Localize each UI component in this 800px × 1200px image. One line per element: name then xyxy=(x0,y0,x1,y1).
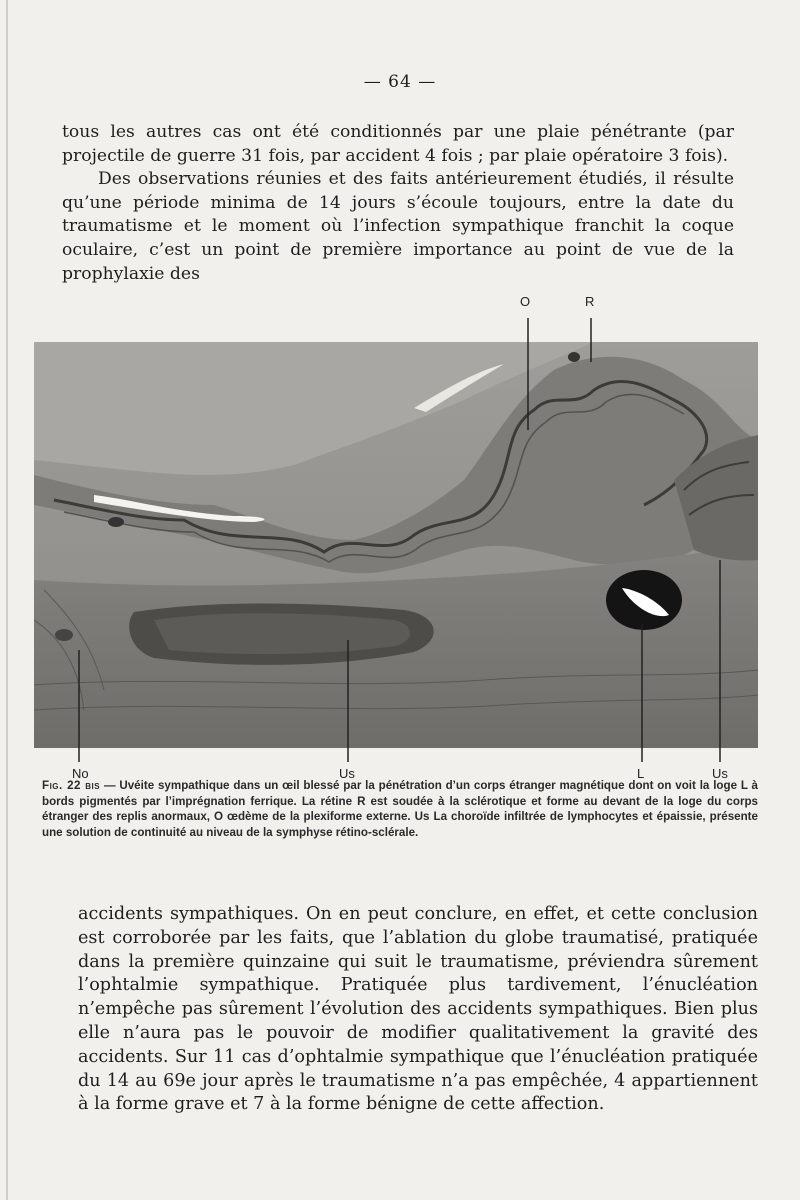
label-R: R xyxy=(585,294,595,309)
label-O: O xyxy=(520,294,531,309)
caption-text: — Uvéite sympathique dans un œil blessé par la pénétration d’un corps étranger magnétique dont on voit la loge L à bords pigmentés par l’imprégnation ferrique. La rétine R est soudée à la sclérotique et forme au devant de la loge du corps étranger des replis anormaux, O œdème de la plexiforme externe. Us La choroïde infiltrée de lymphocytes et épaissie, présente une solution de continuité au niveau de la symphyse rétino-sclérale. xyxy=(42,779,758,839)
label-Us-1: Us xyxy=(339,766,355,781)
label-Us-2: Us xyxy=(712,766,728,781)
histology-figure xyxy=(34,290,758,790)
page-edge xyxy=(6,0,8,1200)
page-number: — 64 — xyxy=(363,72,437,92)
label-No: No xyxy=(72,766,89,781)
figure-plate xyxy=(34,290,758,790)
figure-caption xyxy=(42,778,758,840)
label-L: L xyxy=(637,766,645,781)
caption-number: Fig. 22 bis xyxy=(42,779,101,792)
body-text-top xyxy=(62,121,734,286)
paragraph-1: tous les autres cas ont été conditionnés par une plaie pénétrante (par projectile de guerre 31 fois, par accident 4 fois ; par plaie opératoire 3 fois). xyxy=(62,122,734,166)
paragraph-3: accidents sympathiques. On en peut conclure, en effet, et cette conclusion est corroborée par les faits, que l’ablation du globe traumatisé, pratiquée dans la première quinzaine qui suit le traumatisme, préviendra sûrement l’ophtalmie sympathique. Pratiquée plus tardivement, l’énucléation n’empêche pas sûrement l’évolution des accidents sympathiques. Bien plus elle n’aura pas le pouvoir de modifier qualitativement la gravité des accidents. Sur 11 cas d’ophtalmie sympathique que l’énucléation pratiquée du 14 au 69e jour après le traumatisme n’a pas empêchée, 4 appartiennent à la forme grave et 7 à la forme bénigne de cette affection. xyxy=(78,904,758,1115)
paragraph-2: Des observations réunies et des faits antérieurement étudiés, il résulte qu’une période minima de 14 jours s’écoule toujours, entre la date du traumatisme et le moment où l’infection sympathique franchit la coque oculaire, c’est un point de première importance au point de vue de la prophylaxie des xyxy=(62,169,734,284)
choroid-inner xyxy=(154,613,410,654)
